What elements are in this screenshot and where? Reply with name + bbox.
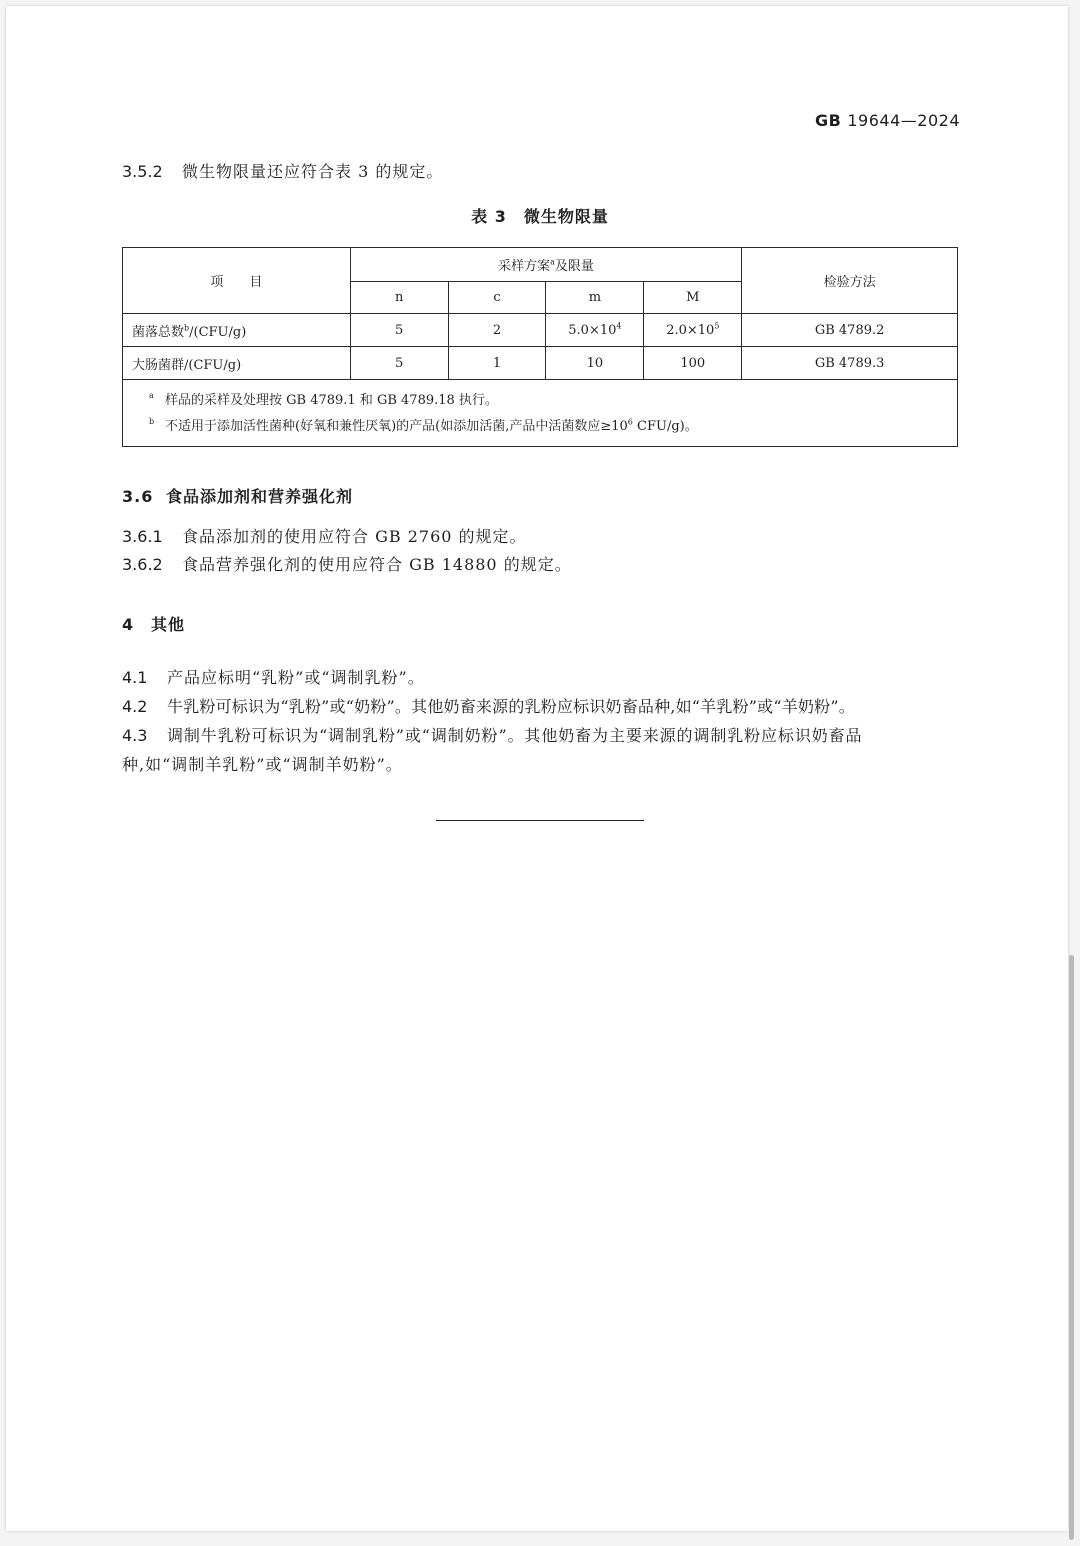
standard-prefix: GB (815, 111, 842, 130)
footnote-a-mark: a (149, 391, 154, 400)
cell-n: 5 (350, 347, 448, 380)
cell-method: GB 4789.2 (742, 314, 958, 347)
footnote-b-text: 不适用于添加活性菌种(好氧和兼性厌氧)的产品(如添加活菌,产品中活菌数应≥10 (165, 419, 628, 434)
microbial-limits-table (122, 247, 958, 447)
subheader-m: m (546, 282, 644, 314)
cell-c: 1 (448, 347, 546, 380)
cell-method: GB 4789.3 (742, 347, 958, 380)
cell-item: 大肠菌群/(CFU/g) (123, 347, 351, 380)
standard-number (815, 111, 960, 130)
clause-text: 牛乳粉可标识为“乳粉”或“奶粉”。其他奶畜来源的乳粉应标识奶畜品种,如“羊乳粉”或“羊奶粉”。 (167, 697, 855, 716)
end-rule (436, 820, 644, 821)
subheader-n: n (350, 282, 448, 314)
standard-code: 19644—2024 (847, 111, 960, 130)
clause-4-2 (122, 697, 855, 717)
header-test-method: 检验方法 (742, 248, 958, 314)
clause-number: 3.6.2 (122, 555, 163, 574)
header-sampling-plan-suffix: 及限量 (554, 259, 594, 274)
header-sampling-plan-label: 采样方案 (498, 259, 551, 274)
footnote-b (149, 414, 957, 440)
section-title: 其他 (151, 615, 186, 634)
clause-3-6-1 (122, 527, 527, 547)
clause-number: 4.3 (122, 726, 148, 745)
clause-number: 3.5.2 (122, 162, 163, 181)
table-row (123, 314, 958, 347)
table-row (123, 347, 958, 380)
clause-text: 食品营养强化剂的使用应符合 GB 14880 的规定。 (182, 555, 572, 574)
cell-item (123, 314, 351, 347)
header-sampling-plan (350, 248, 742, 282)
footnote-ref-b: b (184, 323, 190, 333)
vertical-scrollbar[interactable] (1069, 955, 1074, 1540)
clause-text: 产品应标明“乳粉”或“调制乳粉”。 (167, 668, 425, 687)
cell-M (644, 314, 742, 347)
footnote-b-text-end: CFU/g)。 (632, 419, 698, 434)
M-exponent: 5 (714, 321, 720, 331)
section-title: 食品添加剂和营养强化剂 (166, 487, 354, 506)
clause-4-3 (122, 726, 862, 746)
clause-number: 3.6.1 (122, 527, 163, 546)
subheader-M: M (644, 282, 742, 314)
M-base: 2.0×10 (666, 322, 715, 338)
section-3-6-heading (122, 484, 353, 507)
item-name: 菌落总数 (132, 324, 185, 340)
clause-4-1 (122, 668, 425, 688)
subheader-c: c (448, 282, 546, 314)
clause-text: 微生物限量还应符合表 3 的规定。 (182, 162, 444, 181)
section-number: 4 (122, 615, 135, 634)
footnote-a-text: 样品的采样及处理按 GB 4789.1 和 GB 4789.18 执行。 (165, 393, 498, 408)
clause-4-3-continued: 种,如“调制羊乳粉”或“调制羊奶粉”。 (122, 755, 403, 774)
clause-3-6-2 (122, 555, 572, 575)
cell-m: 10 (546, 347, 644, 380)
table-footnotes (123, 380, 958, 447)
cell-n: 5 (350, 314, 448, 347)
cell-c: 2 (448, 314, 546, 347)
section-number: 3.6 (122, 487, 154, 506)
footnote-ref-a: a (550, 257, 555, 267)
table-caption: 表 3 微生物限量 (471, 207, 609, 226)
footnote-b-exponent: 6 (627, 417, 633, 427)
item-unit: /(CFU/g) (189, 324, 247, 340)
footnote-b-mark: b (149, 417, 155, 426)
cell-m (546, 314, 644, 347)
header-item: 项 目 (123, 248, 351, 314)
clause-number: 4.1 (122, 668, 148, 687)
m-exponent: 4 (616, 321, 622, 331)
cell-M: 100 (644, 347, 742, 380)
clause-3-5-2 (122, 162, 443, 182)
clause-text-line1: 调制牛乳粉可标识为“调制乳粉”或“调制奶粉”。其他奶畜为主要来源的调制乳粉应标识奶畜品 (167, 726, 863, 745)
m-base: 5.0×10 (568, 322, 617, 338)
section-4-heading (122, 612, 185, 635)
clause-text: 食品添加剂的使用应符合 GB 2760 的规定。 (182, 527, 527, 546)
footnote-a (149, 388, 957, 414)
clause-number: 4.2 (122, 697, 148, 716)
